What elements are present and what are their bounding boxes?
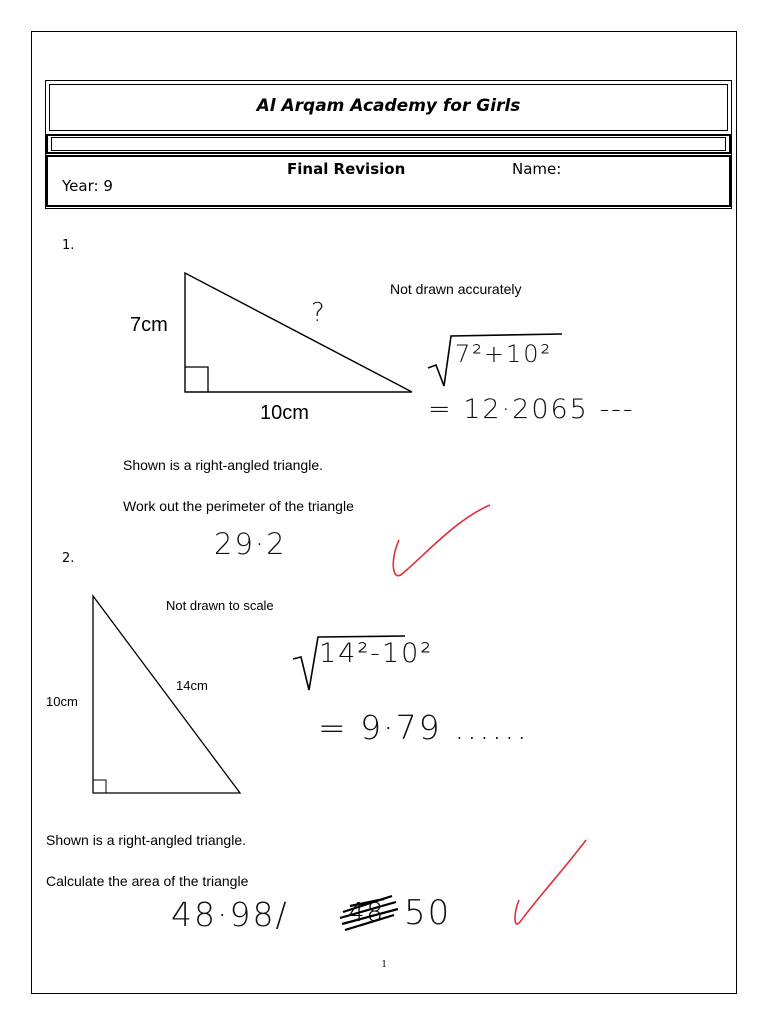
page-number: 1 xyxy=(381,958,387,970)
q1-tick-mark xyxy=(393,505,490,576)
q2-number: 2. xyxy=(62,551,75,566)
q1-number: 1. xyxy=(62,238,75,253)
name-label: Name: xyxy=(512,160,562,178)
q1-note: Not drawn accurately xyxy=(390,281,522,297)
q2-working-result: = 9·79 ...... xyxy=(318,708,530,747)
q1-side-vertical: 7cm xyxy=(130,314,168,336)
school-title: Al Arqam Academy for Girls xyxy=(256,96,521,116)
q1-working-sqrt: 7²+10² xyxy=(455,340,553,368)
year-label: Year: 9 xyxy=(62,177,113,195)
q1-answer: 29·2 xyxy=(214,527,287,561)
q2-line1: Shown is a right-angled triangle. xyxy=(46,832,247,848)
q2-answer-final: 50 xyxy=(404,893,452,933)
q1-line2: Work out the perimeter of the triangle xyxy=(123,498,354,514)
q2-tick-mark xyxy=(515,840,586,924)
revision-label: Final Revision xyxy=(287,160,406,178)
q2-line2: Calculate the area of the triangle xyxy=(46,873,249,889)
q1-working-result: = 12·2065 --- xyxy=(428,394,635,425)
q2-side-vertical: 10cm xyxy=(46,694,78,709)
q2-note: Not drawn to scale xyxy=(166,598,274,613)
q2-working-sqrt: 14²-10² xyxy=(319,638,434,669)
q1-line1: Shown is a right-angled triangle. xyxy=(123,457,324,473)
q2-answer-struck: 48 xyxy=(348,898,386,928)
q2-hypotenuse-label: 14cm xyxy=(176,678,208,693)
q1-side-horizontal: 10cm xyxy=(260,402,309,424)
q2-answer: 48·98/ xyxy=(171,895,289,934)
q1-hypotenuse-label: ? xyxy=(311,298,325,328)
q2-triangle xyxy=(93,596,240,793)
q1-triangle xyxy=(185,273,412,392)
